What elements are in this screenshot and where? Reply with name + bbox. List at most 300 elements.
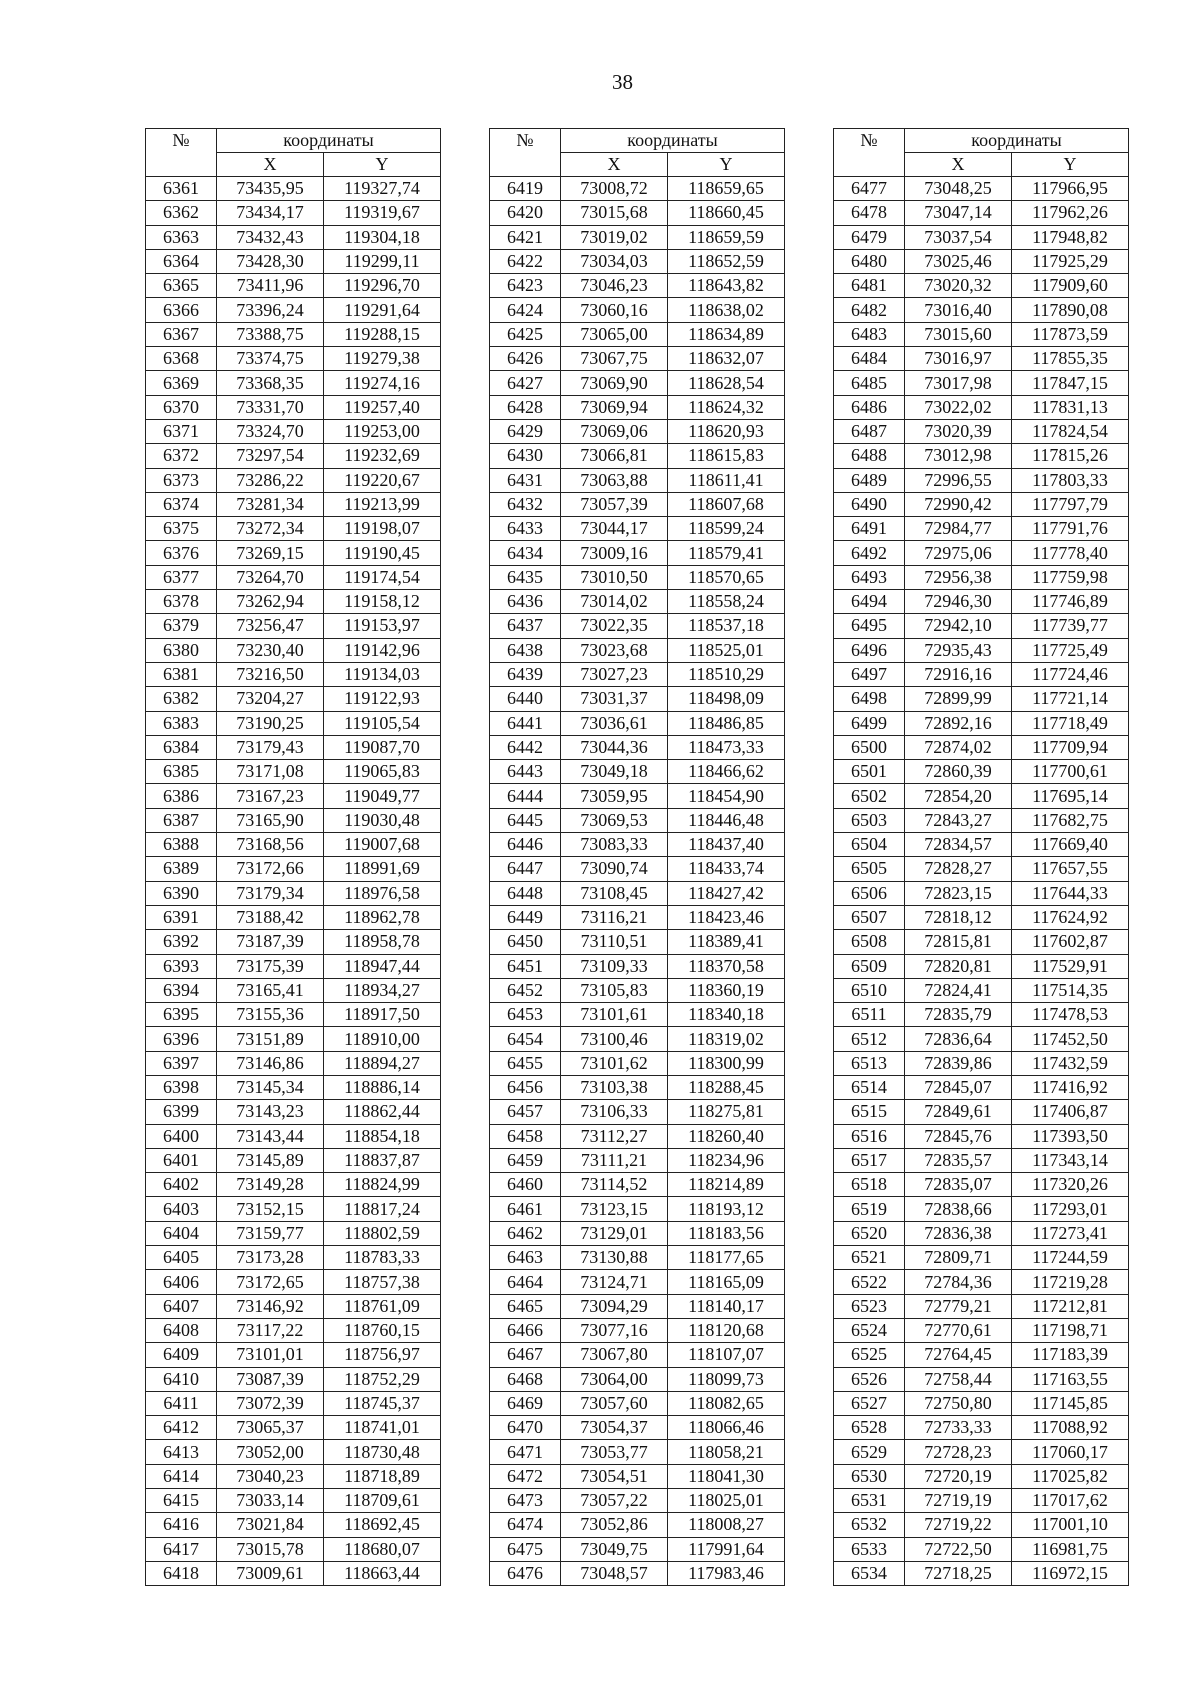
y-coordinate-cell: 117432,59 <box>1012 1051 1129 1075</box>
x-coordinate-cell: 73033,14 <box>217 1489 324 1513</box>
table-row <box>146 298 441 322</box>
table-row <box>834 1367 1129 1391</box>
x-coordinate-cell: 73434,17 <box>217 201 324 225</box>
point-number-cell: 6476 <box>490 1561 561 1585</box>
table-row <box>146 638 441 662</box>
point-number-cell: 6427 <box>490 371 561 395</box>
y-coordinate-cell: 118628,54 <box>668 371 785 395</box>
x-coordinate-cell: 73077,16 <box>561 1318 668 1342</box>
point-number-cell: 6460 <box>490 1173 561 1197</box>
x-coordinate-cell: 73159,77 <box>217 1221 324 1245</box>
y-coordinate-cell: 117948,82 <box>1012 225 1129 249</box>
table-row <box>146 201 441 225</box>
y-coordinate-cell: 118558,24 <box>668 590 785 614</box>
point-number-cell: 6490 <box>834 492 905 516</box>
table-row <box>834 905 1129 929</box>
point-number-cell: 6403 <box>146 1197 217 1221</box>
table-row <box>490 905 785 929</box>
x-coordinate-cell: 73190,25 <box>217 711 324 735</box>
table-row <box>146 1051 441 1075</box>
table-row <box>146 1513 441 1537</box>
point-number-cell: 6425 <box>490 322 561 346</box>
table-row <box>490 1003 785 1027</box>
x-coordinate-cell: 73069,94 <box>561 395 668 419</box>
x-coordinate-cell: 73396,24 <box>217 298 324 322</box>
y-coordinate-cell: 118680,07 <box>324 1537 441 1561</box>
header-coordinates: координаты <box>905 129 1129 153</box>
y-coordinate-cell: 117644,33 <box>1012 881 1129 905</box>
y-coordinate-cell: 117452,50 <box>1012 1027 1129 1051</box>
y-coordinate-cell: 119087,70 <box>324 735 441 759</box>
point-number-cell: 6410 <box>146 1367 217 1391</box>
x-coordinate-cell: 73165,41 <box>217 978 324 1002</box>
y-coordinate-cell: 118058,21 <box>668 1440 785 1464</box>
point-number-cell: 6379 <box>146 614 217 638</box>
point-number-cell: 6458 <box>490 1124 561 1148</box>
y-coordinate-cell: 117212,81 <box>1012 1294 1129 1318</box>
x-coordinate-cell: 73048,57 <box>561 1561 668 1585</box>
x-coordinate-cell: 72892,16 <box>905 711 1012 735</box>
y-coordinate-cell: 117001,10 <box>1012 1513 1129 1537</box>
table-row <box>146 1318 441 1342</box>
y-coordinate-cell: 118643,82 <box>668 274 785 298</box>
x-coordinate-cell: 72764,45 <box>905 1343 1012 1367</box>
x-coordinate-cell: 73063,88 <box>561 468 668 492</box>
y-coordinate-cell: 118599,24 <box>668 517 785 541</box>
x-coordinate-cell: 72770,61 <box>905 1318 1012 1342</box>
table-row <box>490 274 785 298</box>
point-number-cell: 6444 <box>490 784 561 808</box>
table-row <box>490 1294 785 1318</box>
table-row <box>490 347 785 371</box>
x-coordinate-cell: 73066,81 <box>561 444 668 468</box>
table-row <box>834 1197 1129 1221</box>
point-number-cell: 6518 <box>834 1173 905 1197</box>
y-coordinate-cell: 118120,68 <box>668 1318 785 1342</box>
y-coordinate-cell: 116981,75 <box>1012 1537 1129 1561</box>
table-row <box>834 978 1129 1002</box>
y-coordinate-cell: 118486,85 <box>668 711 785 735</box>
y-coordinate-cell: 118934,27 <box>324 978 441 1002</box>
y-coordinate-cell: 118718,89 <box>324 1464 441 1488</box>
y-coordinate-cell: 117718,49 <box>1012 711 1129 735</box>
x-coordinate-cell: 73331,70 <box>217 395 324 419</box>
table-row <box>490 1270 785 1294</box>
point-number-cell: 6431 <box>490 468 561 492</box>
table-row <box>146 1561 441 1585</box>
table-row <box>834 1148 1129 1172</box>
coordinates-table-2 <box>489 128 785 1586</box>
point-number-cell: 6384 <box>146 735 217 759</box>
y-coordinate-cell: 118473,33 <box>668 735 785 759</box>
x-coordinate-cell: 73094,29 <box>561 1294 668 1318</box>
table-row <box>146 905 441 929</box>
table-row <box>834 1464 1129 1488</box>
table-row <box>834 1416 1129 1440</box>
y-coordinate-cell: 118140,17 <box>668 1294 785 1318</box>
y-coordinate-cell: 118663,44 <box>324 1561 441 1585</box>
point-number-cell: 6441 <box>490 711 561 735</box>
point-number-cell: 6413 <box>146 1440 217 1464</box>
table-row <box>146 1221 441 1245</box>
x-coordinate-cell: 73087,39 <box>217 1367 324 1391</box>
x-coordinate-cell: 72845,76 <box>905 1124 1012 1148</box>
point-number-cell: 6373 <box>146 468 217 492</box>
y-coordinate-cell: 118611,41 <box>668 468 785 492</box>
table-row <box>146 395 441 419</box>
table-row <box>490 1027 785 1051</box>
x-coordinate-cell: 73009,61 <box>217 1561 324 1585</box>
table-row <box>834 808 1129 832</box>
table-row <box>834 1124 1129 1148</box>
point-number-cell: 6447 <box>490 857 561 881</box>
y-coordinate-cell: 118761,09 <box>324 1294 441 1318</box>
x-coordinate-cell: 73027,23 <box>561 662 668 686</box>
x-coordinate-cell: 72824,41 <box>905 978 1012 1002</box>
x-coordinate-cell: 73130,88 <box>561 1246 668 1270</box>
y-coordinate-cell: 117925,29 <box>1012 249 1129 273</box>
x-coordinate-cell: 73262,94 <box>217 590 324 614</box>
point-number-cell: 6411 <box>146 1391 217 1415</box>
header-x: X <box>905 153 1012 177</box>
point-number-cell: 6432 <box>490 492 561 516</box>
table-row <box>834 1100 1129 1124</box>
y-coordinate-cell: 118433,74 <box>668 857 785 881</box>
point-number-cell: 6517 <box>834 1148 905 1172</box>
x-coordinate-cell: 72849,61 <box>905 1100 1012 1124</box>
point-number-cell: 6529 <box>834 1440 905 1464</box>
x-coordinate-cell: 73022,35 <box>561 614 668 638</box>
x-coordinate-cell: 73049,75 <box>561 1537 668 1561</box>
table-row <box>834 419 1129 443</box>
x-coordinate-cell: 73059,95 <box>561 784 668 808</box>
x-coordinate-cell: 73172,66 <box>217 857 324 881</box>
point-number-cell: 6400 <box>146 1124 217 1148</box>
x-coordinate-cell: 73040,23 <box>217 1464 324 1488</box>
x-coordinate-cell: 73151,89 <box>217 1027 324 1051</box>
point-number-cell: 6372 <box>146 444 217 468</box>
y-coordinate-cell: 118466,62 <box>668 760 785 784</box>
y-coordinate-cell: 119030,48 <box>324 808 441 832</box>
x-coordinate-cell: 72845,07 <box>905 1075 1012 1099</box>
point-number-cell: 6376 <box>146 541 217 565</box>
table-row <box>490 1489 785 1513</box>
point-number-cell: 6472 <box>490 1464 561 1488</box>
point-number-cell: 6414 <box>146 1464 217 1488</box>
point-number-cell: 6362 <box>146 201 217 225</box>
point-number-cell: 6415 <box>146 1489 217 1513</box>
point-number-cell: 6463 <box>490 1246 561 1270</box>
point-number-cell: 6406 <box>146 1270 217 1294</box>
y-coordinate-cell: 118423,46 <box>668 905 785 929</box>
point-number-cell: 6433 <box>490 517 561 541</box>
table-row <box>834 468 1129 492</box>
table-row <box>834 735 1129 759</box>
point-number-cell: 6423 <box>490 274 561 298</box>
point-number-cell: 6404 <box>146 1221 217 1245</box>
x-coordinate-cell: 73167,23 <box>217 784 324 808</box>
y-coordinate-cell: 118234,96 <box>668 1148 785 1172</box>
y-coordinate-cell: 119190,45 <box>324 541 441 565</box>
x-coordinate-cell: 73101,01 <box>217 1343 324 1367</box>
point-number-cell: 6526 <box>834 1367 905 1391</box>
table-row <box>146 274 441 298</box>
y-coordinate-cell: 117873,59 <box>1012 322 1129 346</box>
y-coordinate-cell: 118837,87 <box>324 1148 441 1172</box>
point-number-cell: 6462 <box>490 1221 561 1245</box>
x-coordinate-cell: 73428,30 <box>217 249 324 273</box>
y-coordinate-cell: 117991,64 <box>668 1537 785 1561</box>
table-row <box>490 687 785 711</box>
table-row <box>834 1391 1129 1415</box>
table-row <box>834 1003 1129 1027</box>
table-row <box>146 322 441 346</box>
table-row <box>834 638 1129 662</box>
header-x: X <box>561 153 668 177</box>
table-row <box>490 1173 785 1197</box>
y-coordinate-cell: 117060,17 <box>1012 1440 1129 1464</box>
y-coordinate-cell: 118634,89 <box>668 322 785 346</box>
y-coordinate-cell: 118783,33 <box>324 1246 441 1270</box>
point-number-cell: 6461 <box>490 1197 561 1221</box>
y-coordinate-cell: 118066,46 <box>668 1416 785 1440</box>
point-number-cell: 6405 <box>146 1246 217 1270</box>
table-row <box>490 249 785 273</box>
table-body <box>146 177 441 1586</box>
y-coordinate-cell: 119288,15 <box>324 322 441 346</box>
y-coordinate-cell: 119304,18 <box>324 225 441 249</box>
point-number-cell: 6519 <box>834 1197 905 1221</box>
x-coordinate-cell: 73072,39 <box>217 1391 324 1415</box>
table-row <box>490 881 785 905</box>
table-row <box>490 468 785 492</box>
point-number-cell: 6439 <box>490 662 561 686</box>
table-row <box>146 1391 441 1415</box>
table-row <box>146 1197 441 1221</box>
y-coordinate-cell: 118615,83 <box>668 444 785 468</box>
x-coordinate-cell: 73044,36 <box>561 735 668 759</box>
point-number-cell: 6520 <box>834 1221 905 1245</box>
x-coordinate-cell: 72990,42 <box>905 492 1012 516</box>
x-coordinate-cell: 73272,34 <box>217 517 324 541</box>
x-coordinate-cell: 73173,28 <box>217 1246 324 1270</box>
table-row <box>834 930 1129 954</box>
y-coordinate-cell: 118802,59 <box>324 1221 441 1245</box>
y-coordinate-cell: 118570,65 <box>668 565 785 589</box>
x-coordinate-cell: 73054,51 <box>561 1464 668 1488</box>
x-coordinate-cell: 73020,39 <box>905 419 1012 443</box>
point-number-cell: 6481 <box>834 274 905 298</box>
y-coordinate-cell: 118752,29 <box>324 1367 441 1391</box>
x-coordinate-cell: 72942,10 <box>905 614 1012 638</box>
table-row <box>490 1246 785 1270</box>
table-row <box>490 541 785 565</box>
y-coordinate-cell: 116972,15 <box>1012 1561 1129 1585</box>
x-coordinate-cell: 73008,72 <box>561 177 668 201</box>
x-coordinate-cell: 73052,86 <box>561 1513 668 1537</box>
table-body <box>490 177 785 1586</box>
y-coordinate-cell: 117198,71 <box>1012 1318 1129 1342</box>
y-coordinate-cell: 118894,27 <box>324 1051 441 1075</box>
y-coordinate-cell: 117721,14 <box>1012 687 1129 711</box>
y-coordinate-cell: 118082,65 <box>668 1391 785 1415</box>
table-row <box>490 395 785 419</box>
table-row <box>834 347 1129 371</box>
point-number-cell: 6430 <box>490 444 561 468</box>
point-number-cell: 6513 <box>834 1051 905 1075</box>
x-coordinate-cell: 72820,81 <box>905 954 1012 978</box>
table-row <box>146 857 441 881</box>
x-coordinate-cell: 72916,16 <box>905 662 1012 686</box>
table-row <box>490 1416 785 1440</box>
point-number-cell: 6364 <box>146 249 217 273</box>
point-number-cell: 6500 <box>834 735 905 759</box>
y-coordinate-cell: 117017,62 <box>1012 1489 1129 1513</box>
y-coordinate-cell: 118917,50 <box>324 1003 441 1027</box>
x-coordinate-cell: 73020,32 <box>905 274 1012 298</box>
table-row <box>146 1416 441 1440</box>
x-coordinate-cell: 73168,56 <box>217 833 324 857</box>
point-number-cell: 6452 <box>490 978 561 1002</box>
point-number-cell: 6479 <box>834 225 905 249</box>
table-row <box>834 687 1129 711</box>
y-coordinate-cell: 118008,27 <box>668 1513 785 1537</box>
y-coordinate-cell: 117682,75 <box>1012 808 1129 832</box>
y-coordinate-cell: 119319,67 <box>324 201 441 225</box>
y-coordinate-cell: 118958,78 <box>324 930 441 954</box>
y-coordinate-cell: 119007,68 <box>324 833 441 857</box>
table-row <box>146 371 441 395</box>
point-number-cell: 6408 <box>146 1318 217 1342</box>
y-coordinate-cell: 118947,44 <box>324 954 441 978</box>
y-coordinate-cell: 119279,38 <box>324 347 441 371</box>
point-number-cell: 6516 <box>834 1124 905 1148</box>
point-number-cell: 6428 <box>490 395 561 419</box>
point-number-cell: 6509 <box>834 954 905 978</box>
y-coordinate-cell: 117602,87 <box>1012 930 1129 954</box>
point-number-cell: 6506 <box>834 881 905 905</box>
point-number-cell: 6402 <box>146 1173 217 1197</box>
point-number-cell: 6388 <box>146 833 217 857</box>
x-coordinate-cell: 73256,47 <box>217 614 324 638</box>
header-number: № <box>146 129 217 177</box>
x-coordinate-cell: 72984,77 <box>905 517 1012 541</box>
point-number-cell: 6477 <box>834 177 905 201</box>
table-row <box>834 322 1129 346</box>
table-row <box>490 322 785 346</box>
point-number-cell: 6471 <box>490 1440 561 1464</box>
table-row <box>146 1124 441 1148</box>
y-coordinate-cell: 117962,26 <box>1012 201 1129 225</box>
table-row <box>146 760 441 784</box>
table-row <box>146 687 441 711</box>
header-y: Y <box>1012 153 1129 177</box>
point-number-cell: 6385 <box>146 760 217 784</box>
table-row <box>490 1391 785 1415</box>
point-number-cell: 6421 <box>490 225 561 249</box>
y-coordinate-cell: 119253,00 <box>324 419 441 443</box>
point-number-cell: 6507 <box>834 905 905 929</box>
point-number-cell: 6503 <box>834 808 905 832</box>
point-number-cell: 6484 <box>834 347 905 371</box>
point-number-cell: 6442 <box>490 735 561 759</box>
x-coordinate-cell: 73057,22 <box>561 1489 668 1513</box>
table-row <box>834 541 1129 565</box>
table-row <box>490 1318 785 1342</box>
table-row <box>490 1075 785 1099</box>
x-coordinate-cell: 73034,03 <box>561 249 668 273</box>
point-number-cell: 6418 <box>146 1561 217 1585</box>
y-coordinate-cell: 118741,01 <box>324 1416 441 1440</box>
point-number-cell: 6508 <box>834 930 905 954</box>
point-number-cell: 6407 <box>146 1294 217 1318</box>
table-row <box>146 1464 441 1488</box>
y-coordinate-cell: 117273,41 <box>1012 1221 1129 1245</box>
y-coordinate-cell: 117746,89 <box>1012 590 1129 614</box>
x-coordinate-cell: 73017,98 <box>905 371 1012 395</box>
header-number: № <box>490 129 561 177</box>
x-coordinate-cell: 72836,64 <box>905 1027 1012 1051</box>
y-coordinate-cell: 119122,93 <box>324 687 441 711</box>
y-coordinate-cell: 118607,68 <box>668 492 785 516</box>
x-coordinate-cell: 73368,35 <box>217 371 324 395</box>
y-coordinate-cell: 117624,92 <box>1012 905 1129 929</box>
y-coordinate-cell: 119153,97 <box>324 614 441 638</box>
table-row <box>146 1343 441 1367</box>
x-coordinate-cell: 73117,22 <box>217 1318 324 1342</box>
x-coordinate-cell: 72728,23 <box>905 1440 1012 1464</box>
point-number-cell: 6435 <box>490 565 561 589</box>
x-coordinate-cell: 73015,68 <box>561 201 668 225</box>
point-number-cell: 6511 <box>834 1003 905 1027</box>
x-coordinate-cell: 73123,15 <box>561 1197 668 1221</box>
y-coordinate-cell: 117983,46 <box>668 1561 785 1585</box>
x-coordinate-cell: 73012,98 <box>905 444 1012 468</box>
y-coordinate-cell: 117088,92 <box>1012 1416 1129 1440</box>
y-coordinate-cell: 118183,56 <box>668 1221 785 1245</box>
y-coordinate-cell: 119327,74 <box>324 177 441 201</box>
x-coordinate-cell: 73324,70 <box>217 419 324 443</box>
point-number-cell: 6515 <box>834 1100 905 1124</box>
table-row <box>834 492 1129 516</box>
x-coordinate-cell: 73165,90 <box>217 808 324 832</box>
point-number-cell: 6521 <box>834 1246 905 1270</box>
point-number-cell: 6390 <box>146 881 217 905</box>
y-coordinate-cell: 117824,54 <box>1012 419 1129 443</box>
x-coordinate-cell: 73114,52 <box>561 1173 668 1197</box>
y-coordinate-cell: 119142,96 <box>324 638 441 662</box>
table-row <box>490 1367 785 1391</box>
y-coordinate-cell: 117797,79 <box>1012 492 1129 516</box>
table-row <box>490 565 785 589</box>
y-coordinate-cell: 117025,82 <box>1012 1464 1129 1488</box>
point-number-cell: 6485 <box>834 371 905 395</box>
point-number-cell: 6424 <box>490 298 561 322</box>
point-number-cell: 6443 <box>490 760 561 784</box>
x-coordinate-cell: 72843,27 <box>905 808 1012 832</box>
point-number-cell: 6398 <box>146 1075 217 1099</box>
table-row <box>490 760 785 784</box>
x-coordinate-cell: 73105,83 <box>561 978 668 1002</box>
table-row <box>146 978 441 1002</box>
table-row <box>834 1561 1129 1585</box>
table-row <box>834 1537 1129 1561</box>
x-coordinate-cell: 73016,97 <box>905 347 1012 371</box>
y-coordinate-cell: 117343,14 <box>1012 1148 1129 1172</box>
y-coordinate-cell: 118659,65 <box>668 177 785 201</box>
point-number-cell: 6456 <box>490 1075 561 1099</box>
x-coordinate-cell: 73152,15 <box>217 1197 324 1221</box>
